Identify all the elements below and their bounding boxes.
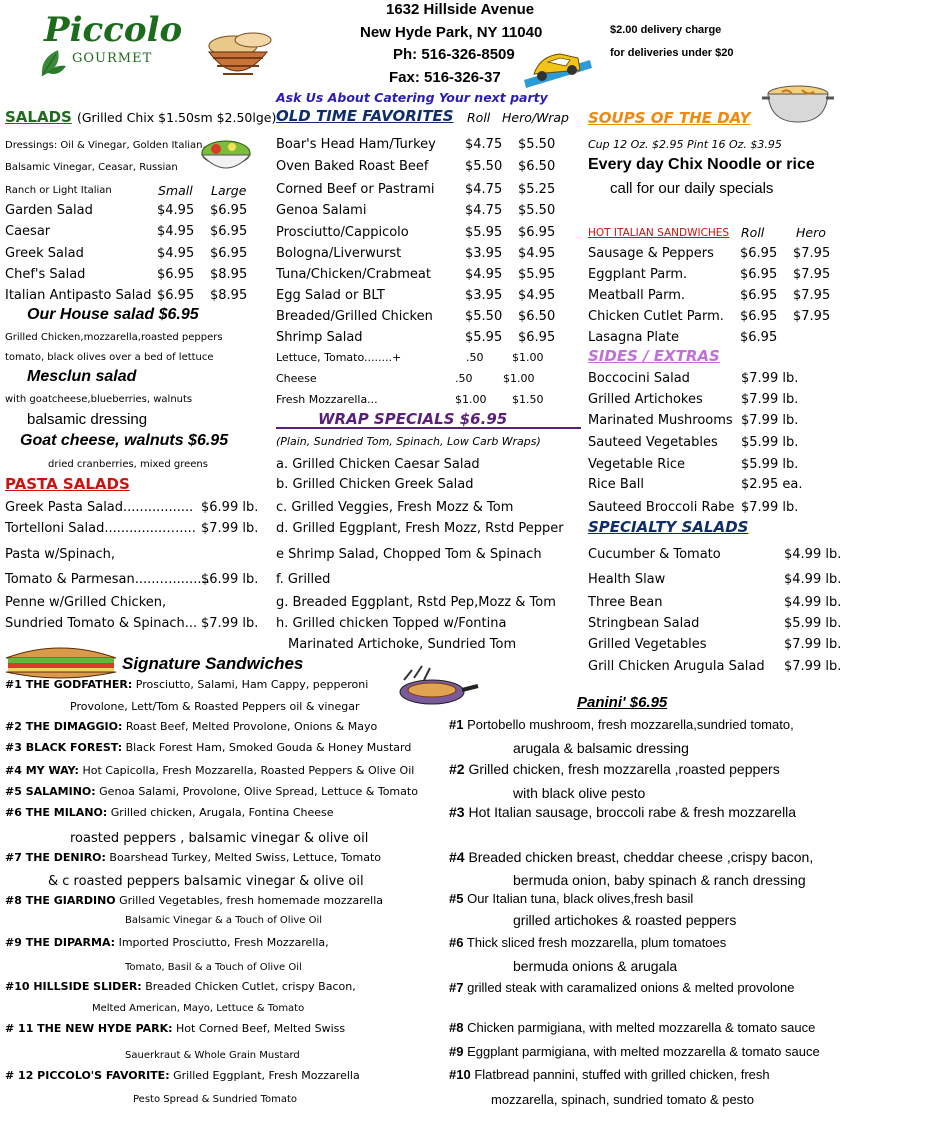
- signature-item-9: [5, 936, 329, 949]
- hot-italian-roll: $6.95: [740, 267, 778, 282]
- hot-italian-hero: $7.95: [793, 267, 831, 282]
- specialty-name: Three Bean: [588, 595, 663, 610]
- wrap-item: b. Grilled Chicken Greek Salad: [276, 477, 474, 492]
- salad-price-small: $4.95: [157, 246, 195, 261]
- panini-desc: Thick sliced fresh mozzarella, plum tomatoes: [466, 935, 727, 950]
- side-name: Marinated Mushrooms: [588, 413, 733, 428]
- signature-item-6: [5, 806, 334, 819]
- salads-subtitle: (Grilled Chix $1.50sm $2.50lge): [76, 110, 277, 125]
- hot-italian-hero: $7.95: [793, 309, 831, 324]
- signature-name: #1 THE GODFATHER:: [5, 678, 133, 691]
- old-time-hero: $5.95: [518, 267, 556, 282]
- salad-price-large: $6.95: [210, 246, 248, 261]
- goat-cheese-title: Goat cheese, walnuts $6.95: [20, 432, 229, 449]
- old-time-name: Prosciutto/Cappicolo: [276, 225, 409, 240]
- fax: Fax: 516-326-37: [389, 69, 501, 86]
- salad-price-large: $6.95: [210, 203, 248, 218]
- pasta-price: $6.99 lb.: [201, 572, 259, 587]
- panini-desc: Breaded chicken breast, cheddar cheese ,crispy bacon,: [468, 849, 814, 865]
- hot-italian-hero: $7.95: [793, 288, 831, 303]
- panini-desc: Eggplant parmigiana, with melted mozzarella & tomato sauce: [467, 1044, 820, 1059]
- signature-desc: Roast Beef, Melted Provolone, Onions & Mayo: [125, 720, 378, 733]
- signature-desc-2: Balsamic Vinegar & a Touch of Olive Oil: [125, 915, 323, 926]
- specialty-salads-title: SPECIALTY SALADS: [588, 518, 749, 536]
- signature-desc: Hot Capicolla, Fresh Mozzarella, Roasted Peppers & Olive Oil: [82, 764, 415, 777]
- mesclun-desc: with goatcheese,blueberries, walnuts: [5, 394, 193, 405]
- extra-roll: $1.00: [455, 393, 487, 406]
- old-time-hero: $6.50: [518, 159, 556, 174]
- dressing-line-2: Balsamic Vinegar, Ceasar, Russian: [5, 162, 178, 173]
- signature-item-1: [5, 678, 368, 691]
- signature-item-4: [5, 764, 414, 777]
- hot-italian-roll: $6.95: [740, 330, 778, 345]
- signature-desc: Grilled Eggplant, Fresh Mozzarella: [173, 1069, 360, 1082]
- old-time-roll: $5.95: [465, 330, 503, 345]
- signature-desc: Hot Corned Beef, Melted Swiss: [176, 1022, 346, 1035]
- panini-desc-2: arugala & balsamic dressing: [513, 740, 689, 756]
- soup-line-2: call for our daily specials: [610, 180, 774, 197]
- panini-num: #7: [449, 980, 464, 995]
- city: New Hyde Park, NY 11040: [360, 24, 543, 41]
- extra-roll: .50: [455, 372, 473, 385]
- old-time-roll: $5.50: [465, 159, 503, 174]
- signature-name: #4 MY WAY:: [5, 764, 79, 777]
- old-time-name: Breaded/Grilled Chicken: [276, 309, 433, 324]
- salad-name: Chef's Salad: [5, 267, 86, 282]
- signature-desc: Prosciutto, Salami, Ham Cappy, pepperoni: [135, 678, 369, 691]
- wrap-item: c. Grilled Veggies, Fresh Mozz & Tom: [276, 500, 514, 515]
- house-salad-desc-2: tomato, black olives over a bed of lettuce: [5, 352, 214, 363]
- hot-italian-title: HOT ITALIAN SANDWICHES: [588, 227, 730, 239]
- old-time-name: Egg Salad or BLT: [276, 288, 385, 303]
- pasta-name: Pasta w/Spinach,: [5, 547, 116, 562]
- old-time-hero: $5.25: [518, 182, 556, 197]
- panini-item-2: [449, 761, 780, 777]
- wrap-specials-title: WRAP SPECIALS $6.95: [318, 410, 508, 428]
- logo-name: Piccolo: [44, 10, 183, 50]
- side-price: $2.95 ea.: [741, 477, 803, 492]
- panini-grill-icon: [396, 660, 480, 710]
- old-time-name: Corned Beef or Pastrami: [276, 182, 435, 197]
- signature-title: Signature Sandwiches: [122, 654, 304, 673]
- old-time-hero: $4.95: [518, 288, 556, 303]
- old-time-roll: $3.95: [465, 246, 503, 261]
- signature-desc: Genoa Salami, Provolone, Olive Spread, Lettuce & Tomato: [99, 785, 418, 798]
- side-price: $7.99 lb.: [741, 413, 799, 428]
- soup-sizes: Cup 12 Oz. $2.95 Pint 16 Oz. $3.95: [588, 138, 782, 151]
- signature-desc: Boarshead Turkey, Melted Swiss, Lettuce, Tomato: [109, 851, 381, 864]
- signature-desc-2: & c roasted peppers balsamic vinegar & olive oil: [48, 874, 364, 889]
- salads-col-small: Small: [158, 183, 193, 198]
- old-time-col-hero: Hero/Wrap: [502, 110, 569, 125]
- hot-italian-name: Lasagna Plate: [588, 330, 680, 345]
- old-time-name: Oven Baked Roast Beef: [276, 159, 429, 174]
- hot-italian-name: Sausage & Peppers: [588, 246, 714, 261]
- panini-item-1: [449, 717, 794, 732]
- panini-num: #5: [449, 891, 464, 906]
- panini-desc: Chicken parmigiana, with melted mozzarella & tomato sauce: [467, 1020, 816, 1035]
- side-price: $7.99 lb.: [741, 371, 799, 386]
- salad-bowl-icon: [198, 135, 256, 177]
- specialty-name: Grill Chicken Arugula Salad: [588, 659, 765, 674]
- catering-note: Ask Us About Catering Your next party: [276, 90, 548, 105]
- goat-cheese-desc: dried cranberries, mixed greens: [48, 459, 208, 470]
- panini-num: #3: [449, 804, 465, 820]
- dressing-line-1: Dressings: Oil & Vinegar, Golden Italian,: [5, 140, 206, 151]
- panini-item-8: [449, 1020, 815, 1035]
- address: 1632 Hillside Avenue: [386, 1, 535, 18]
- signature-name: #3 BLACK FOREST:: [5, 741, 123, 754]
- panini-desc: Portobello mushroom, fresh mozzarella,sundried tomato,: [467, 717, 794, 732]
- old-time-hero: $6.50: [518, 309, 556, 324]
- salad-price-small: $6.95: [157, 267, 195, 282]
- old-time-roll: $4.75: [465, 203, 503, 218]
- salad-price-large: $8.95: [210, 288, 248, 303]
- signature-item-3: [5, 741, 411, 754]
- salad-price-small: $4.95: [157, 224, 195, 239]
- panini-item-6: [449, 935, 726, 950]
- wrap-item: g. Breaded Eggplant, Rstd Pep,Mozz & Tom: [276, 595, 556, 610]
- old-time-hero: $6.95: [518, 225, 556, 240]
- panini-num: #1: [449, 717, 464, 732]
- panini-desc-2: grilled artichokes & roasted peppers: [513, 912, 737, 928]
- salad-name: Garden Salad: [5, 203, 93, 218]
- pasta-name: Sundried Tomato & Spinach...: [5, 616, 198, 631]
- pasta-name: Penne w/Grilled Chicken,: [5, 595, 167, 610]
- salad-price-small: $4.95: [157, 203, 195, 218]
- wrap-item: d. Grilled Eggplant, Fresh Mozz, Rstd Pepper: [276, 521, 564, 536]
- panini-item-4: [449, 849, 813, 865]
- specialty-price: $7.99 lb.: [784, 659, 842, 674]
- delivery-charge: $2.00 delivery charge: [610, 24, 722, 36]
- mesclun-title: Mesclun salad: [27, 368, 137, 385]
- panini-desc-2: mozzarella, spinach, sundried tomato & pesto: [491, 1092, 755, 1107]
- signature-desc-2: roasted peppers , balsamic vinegar & olive oil: [70, 831, 369, 846]
- old-time-hero: $5.50: [518, 203, 556, 218]
- signature-desc-2: Provolone, Lett/Tom & Roasted Peppers oil & vinegar: [70, 700, 360, 713]
- extra-name: Cheese: [276, 372, 317, 385]
- specialty-price: $7.99 lb.: [784, 637, 842, 652]
- side-price: $5.99 lb.: [741, 435, 799, 450]
- panini-desc: Our Italian tuna, black olives,fresh basil: [467, 891, 694, 906]
- mesclun-dressing: balsamic dressing: [27, 411, 148, 428]
- salad-price-large: $8.95: [210, 267, 248, 282]
- salads-heading: [5, 107, 276, 126]
- bread-basket-icon: [203, 28, 275, 90]
- extra-name: Fresh Mozzarella...: [276, 393, 378, 406]
- old-time-hero: $5.50: [518, 137, 556, 152]
- panini-desc: grilled steak with caramalized onions & melted provolone: [467, 980, 795, 995]
- salad-name: Greek Salad: [5, 246, 84, 261]
- old-time-name: Boar's Head Ham/Turkey: [276, 137, 436, 152]
- wrap-item: f. Grilled: [276, 572, 331, 587]
- specialty-name: Grilled Vegetables: [588, 637, 707, 652]
- signature-desc: Black Forest Ham, Smoked Gouda & Honey Mustard: [125, 741, 412, 754]
- logo-sub: GOURMET: [72, 51, 153, 66]
- logo: [36, 8, 181, 82]
- panini-title: Panini' $6.95: [577, 694, 668, 711]
- soup-pot-icon: [762, 78, 834, 126]
- side-name: Rice Ball: [588, 477, 645, 492]
- hot-italian-col-roll: Roll: [741, 225, 765, 240]
- specialty-price: $4.99 lb.: [784, 572, 842, 587]
- pasta-name: Tortelloni Salad...............…....: [5, 521, 196, 536]
- salad-name: Italian Antipasto Salad: [5, 288, 152, 303]
- signature-desc: Imported Prosciutto, Fresh Mozzarella,: [118, 936, 329, 949]
- pasta-price: $6.99 lb.: [201, 500, 259, 515]
- hot-italian-name: Chicken Cutlet Parm.: [588, 309, 724, 324]
- signature-name: #5 SALAMINO:: [5, 785, 96, 798]
- salads-col-large: Large: [211, 183, 247, 198]
- side-name: Grilled Artichokes: [588, 392, 703, 407]
- wrap-item: a. Grilled Chicken Caesar Salad: [276, 457, 480, 472]
- old-time-roll: $4.75: [465, 137, 503, 152]
- hot-italian-col-hero: Hero: [796, 225, 826, 240]
- signature-item-11: [5, 1022, 345, 1035]
- panini-item-7: [449, 980, 794, 995]
- salad-price-small: $6.95: [157, 288, 195, 303]
- signature-desc: Breaded Chicken Cutlet, crispy Bacon,: [145, 980, 356, 993]
- signature-desc: Grilled Vegetables, fresh homemade mozzarella: [119, 894, 384, 907]
- sides-title: SIDES / EXTRAS: [588, 347, 720, 365]
- house-salad-desc-1: Grilled Chicken,mozzarella,roasted peppers: [5, 332, 223, 343]
- signature-item-8: [5, 894, 383, 907]
- old-time-name: Shrimp Salad: [276, 330, 363, 345]
- old-time-hero: $6.95: [518, 330, 556, 345]
- old-time-roll: $5.95: [465, 225, 503, 240]
- salads-title: SALADS: [5, 108, 72, 126]
- panini-desc-2: with black olive pesto: [513, 785, 646, 801]
- soup-line-1: Every day Chix Noodle or rice: [588, 156, 815, 173]
- signature-desc-2: Pesto Spread & Sundried Tomato: [133, 1094, 297, 1105]
- pasta-name: Greek Pasta Salad.................: [5, 500, 194, 515]
- specialty-name: Health Slaw: [588, 572, 666, 587]
- signature-desc-2: Tomato, Basil & a Touch of Olive Oil: [125, 962, 302, 973]
- hot-italian-hero: $7.95: [793, 246, 831, 261]
- specialty-price: $5.99 lb.: [784, 616, 842, 631]
- signature-desc-2: Sauerkraut & Whole Grain Mustard: [125, 1050, 300, 1061]
- panini-desc-2: bermuda onions & arugala: [513, 958, 678, 974]
- salad-price-large: $6.95: [210, 224, 248, 239]
- side-name: Boccocini Salad: [588, 371, 690, 386]
- old-time-name: Genoa Salami: [276, 203, 367, 218]
- old-time-roll: $3.95: [465, 288, 503, 303]
- extra-name: Lettuce, Tomato........+: [276, 351, 402, 364]
- panini-desc-2: bermuda onion, baby spinach & ranch dressing: [513, 872, 806, 888]
- old-time-title: OLD TIME FAVORITES: [276, 107, 454, 125]
- extra-hero: $1.50: [512, 393, 544, 406]
- signature-item-2: [5, 720, 377, 733]
- signature-name: #9 THE DIPARMA:: [5, 936, 116, 949]
- pasta-price: $7.99 lb.: [201, 616, 259, 631]
- wrap-item: h. Grilled chicken Topped w/Fontina: [276, 616, 507, 631]
- specialty-price: $4.99 lb.: [784, 547, 842, 562]
- side-price: $7.99 lb.: [741, 392, 799, 407]
- pasta-salads-title: PASTA SALADS: [5, 475, 130, 493]
- panini-num: #4: [449, 849, 465, 865]
- pasta-price: $7.99 lb.: [201, 521, 259, 536]
- panini-num: #8: [449, 1020, 464, 1035]
- side-price: $5.99 lb.: [741, 457, 799, 472]
- specialty-name: Stringbean Salad: [588, 616, 700, 631]
- pasta-name: Tomato & Parmesan......….........: [5, 572, 210, 587]
- hot-italian-name: Eggplant Parm.: [588, 267, 688, 282]
- basil-leaf-icon: [36, 46, 70, 80]
- signature-name: #8 THE GIARDINO: [5, 894, 116, 907]
- signature-name: # 12 PICCOLO'S FAVORITE:: [5, 1069, 170, 1082]
- soups-title: SOUPS OF THE DAY: [588, 109, 751, 127]
- hot-italian-name: Meatball Parm.: [588, 288, 685, 303]
- signature-item-5: [5, 785, 418, 798]
- old-time-roll: $5.50: [465, 309, 503, 324]
- salad-row: [5, 203, 93, 218]
- wrap-item: e Shrimp Salad, Chopped Tom & Spinach: [276, 547, 542, 562]
- extra-hero: $1.00: [512, 351, 544, 364]
- wrap-specials-subtitle: (Plain, Sundried Tom, Spinach, Low Carb Wraps): [276, 435, 541, 448]
- signature-name: # 11 THE NEW HYDE PARK:: [5, 1022, 173, 1035]
- delivery-note: for deliveries under $20: [610, 47, 734, 59]
- old-time-roll: $4.95: [465, 267, 503, 282]
- dressing-line-3: Ranch or Light Italian: [5, 185, 112, 196]
- house-salad-title: Our House salad $6.95: [27, 306, 199, 323]
- signature-name: #6 THE MILANO:: [5, 806, 108, 819]
- panini-item-9: [449, 1044, 820, 1059]
- hot-italian-roll: $6.95: [740, 246, 778, 261]
- signature-name: #10 HILLSIDE SLIDER:: [5, 980, 142, 993]
- hot-italian-roll: $6.95: [740, 309, 778, 324]
- panini-desc: Hot Italian sausage, broccoli rabe & fresh mozzarella: [468, 804, 797, 820]
- panini-num: #10: [449, 1067, 471, 1082]
- side-name: Vegetable Rice: [588, 457, 685, 472]
- panini-item-3: [449, 804, 796, 820]
- panini-item-10: [449, 1067, 770, 1082]
- panini-item-5: [449, 891, 693, 906]
- side-name: Sauteed Vegetables: [588, 435, 718, 450]
- signature-name: #2 THE DIMAGGIO:: [5, 720, 123, 733]
- panini-desc: Grilled chicken, fresh mozzarella ,roasted peppers: [468, 761, 780, 777]
- specialty-price: $4.99 lb.: [784, 595, 842, 610]
- signature-item-12: [5, 1069, 360, 1082]
- wrap-item: Marinated Artichoke, Sundried Tom: [288, 637, 517, 652]
- signature-desc: Grilled chicken, Arugala, Fontina Cheese: [110, 806, 334, 819]
- signature-item-7: [5, 851, 381, 864]
- panini-desc: Flatbread pannini, stuffed with grilled chicken, fresh: [474, 1067, 770, 1082]
- side-price: $7.99 lb.: [741, 500, 799, 515]
- signature-desc-2: Melted American, Mayo, Lettuce & Tomato: [92, 1003, 305, 1014]
- panini-num: #9: [449, 1044, 464, 1059]
- old-time-name: Bologna/Liverwurst: [276, 246, 402, 261]
- old-time-col-roll: Roll: [467, 110, 491, 125]
- salad-name: Caesar: [5, 224, 51, 239]
- phone: Ph: 516-326-8509: [393, 46, 515, 63]
- extra-roll: .50: [466, 351, 484, 364]
- extra-hero: $1.00: [503, 372, 535, 385]
- panini-num: #2: [449, 761, 465, 777]
- signature-name: #7 THE DENIRO:: [5, 851, 106, 864]
- specialty-name: Cucumber & Tomato: [588, 547, 721, 562]
- old-time-roll: $4.75: [465, 182, 503, 197]
- old-time-name: Tuna/Chicken/Crabmeat: [276, 267, 431, 282]
- old-time-hero: $4.95: [518, 246, 556, 261]
- signature-item-10: [5, 980, 356, 993]
- panini-num: #6: [449, 935, 464, 950]
- delivery-car-icon: [520, 40, 600, 90]
- side-name: Sauteed Broccoli Rabe: [588, 500, 735, 515]
- hot-italian-roll: $6.95: [740, 288, 778, 303]
